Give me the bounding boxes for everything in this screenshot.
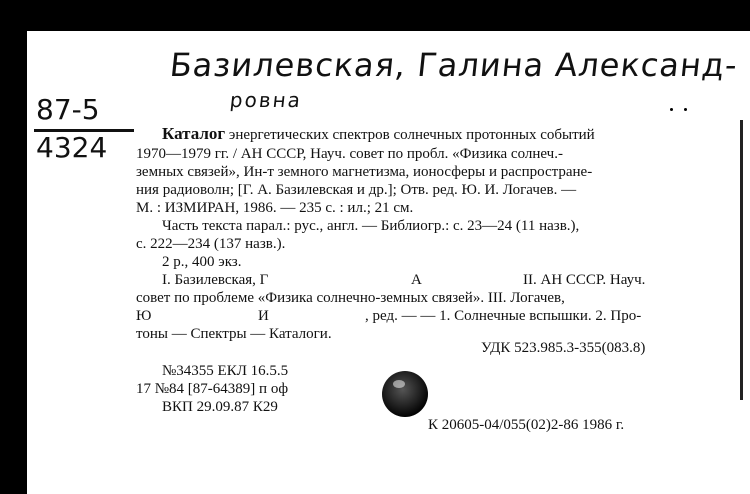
- card-line-9c: II. АН СССР. Науч.: [523, 272, 646, 288]
- footer-line-2: 17 №84 [87-64389] п оф: [136, 381, 289, 397]
- card-line-12: тоны — Спектры — Каталоги.: [136, 326, 332, 342]
- scan-speck: [670, 108, 673, 111]
- scan-edge: [740, 120, 743, 400]
- call-number-bottom: 4324: [36, 131, 108, 164]
- card-line-9b: А: [411, 272, 422, 288]
- card-line-2: 1970—1979 гг. / АН СССР, Науч. совет по пробл. «Физика солнеч.-: [136, 146, 563, 162]
- punch-hole: [382, 371, 428, 417]
- scan-speck: [28, 10, 34, 28]
- udk-code: УДК 523.985.3-355(083.8): [481, 340, 646, 356]
- footer-line-4: К 20605-04/055(02)2-86 1986 г.: [428, 417, 625, 433]
- card-line-11a: Ю: [136, 308, 152, 324]
- handwritten-author: Базилевская, Галина Александ-: [168, 46, 740, 84]
- card-line-4: ния радиоволн; [Г. А. Базилевская и др.]; Отв. ред. Ю. И. Логачев. —: [136, 182, 577, 198]
- card-line-3: земных связей», Ин-т земного магнетизма, ионосферы и распростране-: [136, 164, 593, 180]
- call-number-top: 87-5: [36, 93, 100, 126]
- card-line-8: 2 р., 400 экз.: [162, 254, 242, 270]
- catalog-card: [27, 31, 750, 494]
- footer-line-3: ВКП 29.09.87 К29: [162, 399, 278, 415]
- card-line-9a: I. Базилевская, Г: [162, 272, 269, 288]
- punch-hole-highlight: [393, 380, 405, 388]
- footer-line-1: №34355 ЕКЛ 16.5.5: [162, 363, 289, 379]
- handwritten-author-continuation: ровна: [228, 88, 304, 112]
- title-rest: энергетических спектров солнечных протонных событий: [228, 127, 595, 143]
- title-word: Каталог: [162, 124, 226, 143]
- scan-speck: [684, 108, 687, 111]
- card-line-1: [162, 125, 595, 144]
- card-line-5: М. : ИЗМИРАН, 1986. — 235 с. : ил.; 21 см.: [136, 200, 414, 216]
- card-line-11b: И: [258, 308, 269, 324]
- card-line-6: Часть текста парал.: рус., англ. — Библиогр.: с. 23—24 (11 назв.),: [162, 218, 580, 234]
- card-line-10: совет по проблеме «Физика солнечно-земных связей». III. Логачев,: [136, 290, 565, 306]
- card-line-11c: , ред. — — 1. Солнечные вспышки. 2. Про-: [365, 308, 642, 324]
- card-line-7: с. 222—234 (137 назв.).: [136, 236, 286, 252]
